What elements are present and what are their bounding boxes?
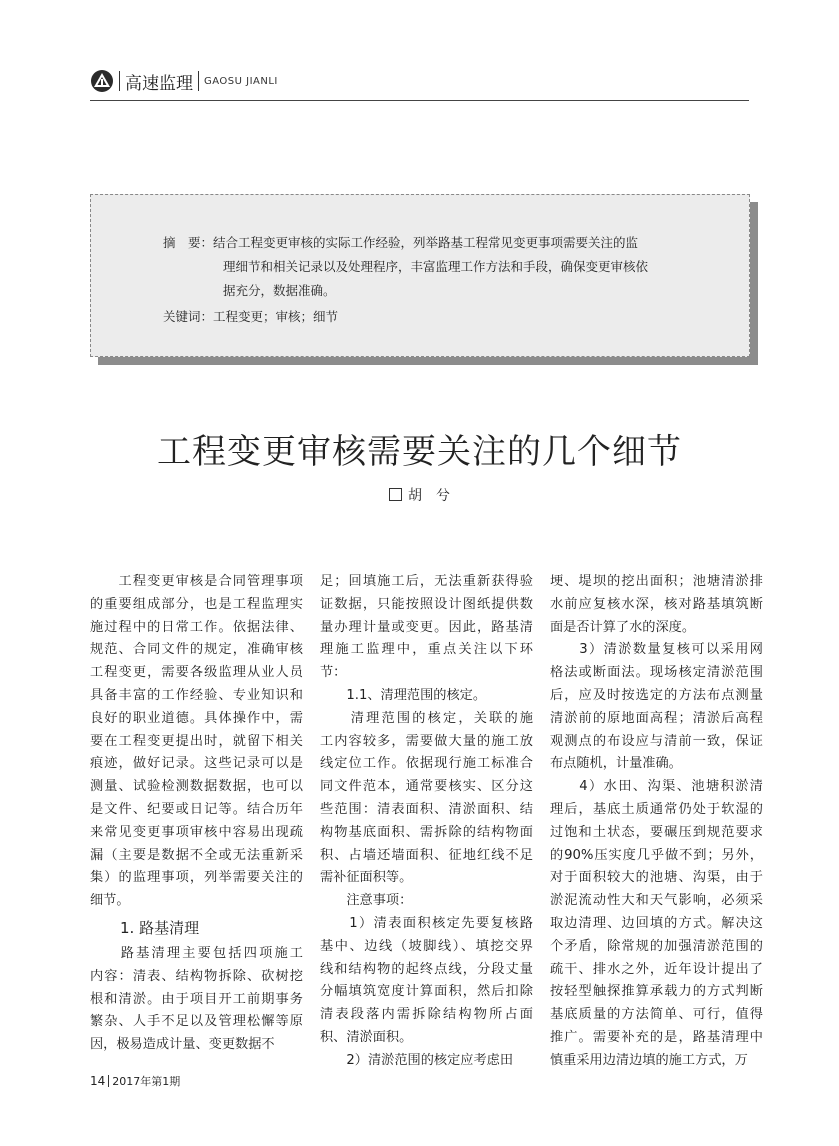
- paragraph-line: 构物基底面积、需拆除的结构物面: [320, 824, 533, 840]
- paragraph-line: 漏（主要是数据不全或无法重新采: [90, 847, 303, 863]
- abstract-label: 摘 要：: [163, 235, 214, 250]
- paragraph-line: 因，极易造成计量、变更数据不: [90, 1037, 275, 1053]
- paragraph-line: 些范围：清表面积、清淤面积、结: [320, 801, 533, 817]
- paragraph-line: 理施工监理中，重点关注以下环: [320, 642, 533, 658]
- paragraph-line: 3）清淤数量复核可以采用网: [550, 642, 763, 658]
- paragraph-line: 的90%压实度几乎做不到；另外，: [550, 847, 763, 863]
- paragraph-line: 积、清淤面积。: [320, 1029, 413, 1045]
- paragraph-line: 1）清表面积核定先要复核路: [320, 915, 533, 931]
- header-separator: [119, 71, 120, 91]
- paragraph-line: 集）的监理事项，列举需要关注的: [90, 870, 303, 886]
- paragraph-line: 清表段落内需拆除结构物所占面: [320, 1007, 533, 1023]
- paragraph-line: 2）清淤范围的核定应考虑田: [320, 1052, 514, 1068]
- text-column-3: [550, 571, 763, 1073]
- page-number: 14: [90, 1074, 106, 1088]
- author-name: 胡 兮: [408, 488, 450, 504]
- paragraph-line: 对于面积较大的池塘、沟渠，由于: [550, 870, 763, 886]
- paragraph-line: 1. 路基清理: [90, 918, 200, 937]
- paragraph-line: 的重要组成部分，也是工程监理实: [90, 596, 303, 612]
- header-separator: [198, 71, 199, 91]
- footer-separator: [108, 1075, 109, 1087]
- page-footer: [90, 1073, 180, 1089]
- paragraph-line: 推广。需要补充的是，路基清理中: [550, 1029, 763, 1045]
- paragraph-line: 线和结构物的起终点线，分段丈量: [320, 961, 533, 977]
- paragraph-line: 水前应复核水深，核对路基填筑断: [550, 596, 763, 612]
- paragraph-line: 积、占墙还墙面积、征地红线不足: [320, 847, 533, 863]
- header-rule: [90, 100, 749, 101]
- paragraph-line: 疏干、排水之外，近年设计提出了: [550, 961, 763, 977]
- paragraph-line: 慎重采用边清边填的施工方式，万: [550, 1052, 748, 1068]
- paragraph-line: 足；回填施工后，无法重新获得验: [320, 574, 533, 589]
- text-column-1: [90, 571, 303, 1057]
- author-box-icon: [389, 488, 402, 501]
- paragraph-line: 工程变更审核是合同管理事项: [90, 574, 303, 589]
- paragraph-line: 格法或断面法。现场核定清淤范围: [550, 665, 763, 681]
- paragraph-line: 需补征面积等。: [320, 870, 413, 886]
- paragraph-line: 1.1、清理范围的核定。: [320, 687, 487, 703]
- paragraph-line: 理后，基底土质通常仍处于软湿的: [550, 801, 763, 817]
- paragraph-line: 量办理计量或变更。因此，路基清: [320, 619, 533, 635]
- paragraph-line: 线定位工作。依据现行施工标准合: [320, 756, 533, 772]
- paragraph-line: 清淤前的原地面高程；清淤后高程: [550, 710, 763, 726]
- abstract-line: [91, 231, 749, 255]
- paragraph-line: 注意事项：: [320, 893, 413, 909]
- paragraph-line: 4）水田、沟渠、池塘积淤清: [550, 779, 763, 795]
- paragraph-line: 节：: [320, 665, 347, 681]
- paragraph-line: 按轻型触探推算承载力的方式判断: [550, 984, 763, 1000]
- paragraph-line: 要在工程变更提出时，就留下相关: [90, 733, 303, 749]
- paragraph-line: 个矛盾，除常规的加强清淤范围的: [550, 938, 763, 954]
- journal-header: [90, 66, 278, 96]
- paragraph-line: 路基清理主要包括四项施工: [90, 945, 303, 961]
- paragraph-line: 面是否计算了水的深度。: [550, 619, 696, 635]
- abstract-line: 据充分，数据准确。: [223, 283, 336, 298]
- paragraph-line: 过饱和土状态，要碾压到规范要求: [550, 824, 763, 840]
- paragraph-line: 分幅填筑宽度计算面积，然后扣除: [320, 984, 533, 1000]
- text-column-2: [320, 571, 533, 1073]
- paragraph-line: 良好的职业道德。具体操作中，需: [90, 710, 303, 726]
- paragraph-line: 来常见变更事项审核中容易出现疏: [90, 824, 303, 840]
- paragraph-line: 根和清淤。由于项目开工前期事务: [90, 991, 303, 1007]
- paragraph-line: 同文件范本，通常要核实、区分这: [320, 779, 533, 795]
- keywords-text: 工程变更；审核；细节: [213, 309, 339, 324]
- paragraph-line: 取边清理、边回填的方式。解决这: [550, 915, 763, 931]
- paragraph-line: 细节。: [90, 893, 130, 909]
- paragraph-line: 埂、堤坝的挖出面积；池塘清淤排: [550, 574, 763, 589]
- issue-label: 2017年第1期: [112, 1075, 181, 1088]
- journal-name-en: GAOSU JIANLI: [204, 75, 278, 87]
- paragraph-line: 后，应及时按选定的方法布点测量: [550, 687, 763, 703]
- paragraph-line: 内容：清表、结构物拆除、砍树挖: [90, 968, 303, 984]
- keywords-line: [91, 305, 749, 329]
- paragraph-line: 证数据，只能按照设计图纸提供数: [320, 596, 533, 612]
- paragraph-line: 清理范围的核定，关联的施: [320, 710, 533, 726]
- paragraph-line: 具备丰富的工作经验、专业知识和: [90, 687, 303, 703]
- abstract-line: 理细节和相关记录以及处理程序，丰富监理工作方法和手段，确保变更审核依: [223, 259, 649, 274]
- paragraph-line: 基底质量的方法简单、可行，值得: [550, 1007, 763, 1023]
- paragraph-line: 规范、合同文件的规定，准确审核: [90, 642, 303, 658]
- paragraph-line: 施过程中的日常工作。依据法律、: [90, 619, 303, 635]
- abstract-box: [90, 194, 750, 357]
- abstract-text: 结合工程变更审核的实际工作经验，列举路基工程常见变更事项需要关注的监: [213, 235, 639, 250]
- paragraph-line: 工程变更，需要各级监理从业人员: [90, 665, 303, 681]
- paragraph-line: 是文件、纪要或日记等。结合历年: [90, 801, 303, 817]
- journal-name-cn: 高速监理: [125, 73, 193, 94]
- paragraph-line: 痕迹，做好记录。这些记录可以是: [90, 756, 303, 772]
- journal-logo-icon: [90, 69, 114, 93]
- paragraph-line: 繁杂、人手不足以及管理松懈等原: [90, 1014, 303, 1030]
- paragraph-line: 淤泥流动性大和天气影响，必须采: [550, 893, 763, 909]
- paragraph-line: 观测点的布设应与清前一致，保证: [550, 733, 763, 749]
- author-line: [0, 485, 839, 505]
- paragraph-line: 基中、边线（坡脚线）、填挖交界: [320, 938, 533, 954]
- keywords-label: 关键词：: [163, 309, 214, 324]
- article-title: 工程变更审核需要关注的几个细节: [157, 432, 682, 472]
- paragraph-line: 布点随机，计量准确。: [550, 756, 682, 772]
- paragraph-line: 工内容较多，需要做大量的施工放: [320, 733, 533, 749]
- paragraph-line: 测量、试验检测数据数据，也可以: [90, 779, 303, 795]
